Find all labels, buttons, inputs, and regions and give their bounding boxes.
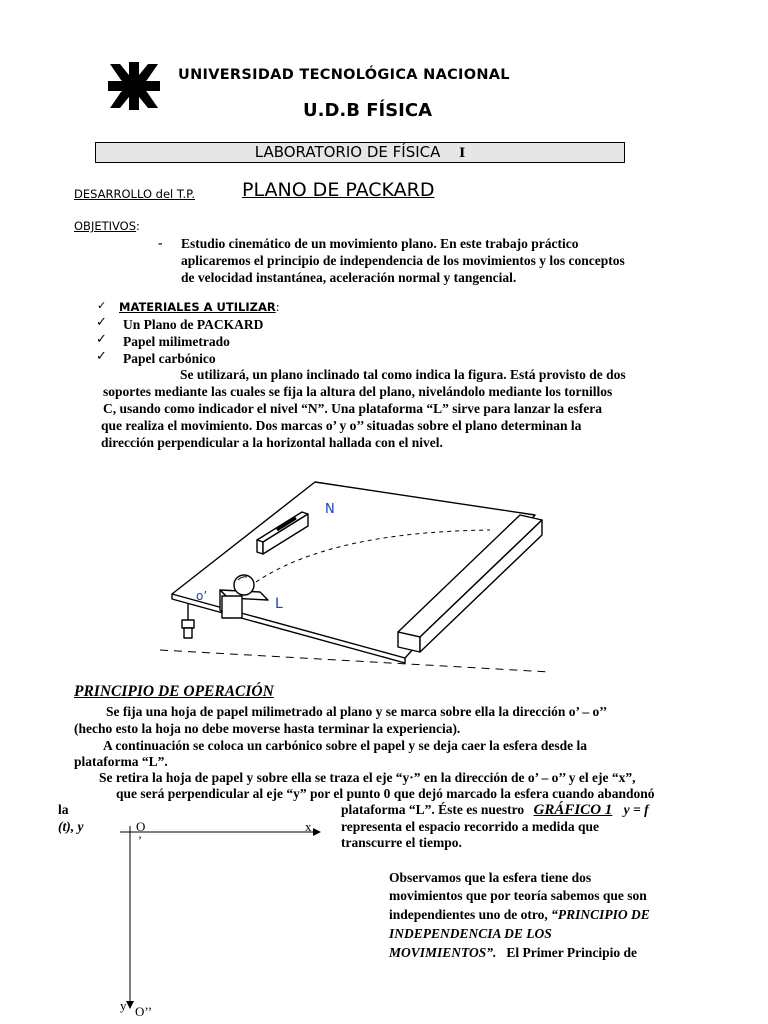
principio-line: Se retira la hoja de papel y sobre ella se traza el eje “y·” en la dirección de o’ – o’’ y el eje “x”, <box>99 770 636 785</box>
platform-block <box>222 596 242 618</box>
lab-number: I <box>459 146 466 161</box>
material-item: Papel carbónico <box>123 351 216 366</box>
left-fragment-la: la <box>58 802 69 817</box>
objetivos-line: aplicaremos el principio de independencia de los movimientos y los conceptos <box>181 253 625 268</box>
packard-plane-figure <box>150 470 570 680</box>
grafico-link: GRÁFICO 1 <box>533 802 613 818</box>
desarrollo-label: DESARROLLO del T.P. <box>74 187 195 201</box>
axes-graph <box>110 818 330 1018</box>
y-axis-label: y <box>120 998 127 1013</box>
principio-line: que será perpendicular al eje “y” por el punto 0 que dejó marcado la esfera cuando abandonó <box>116 786 655 801</box>
materiales-label: MATERIALES A UTILIZAR <box>119 300 276 314</box>
bottom-origin-label: O’’ <box>135 1004 153 1019</box>
objetivos-line: de velocidad instantánea, aceleración normal y tangencial. <box>181 270 517 285</box>
university-name: UNIVERSIDAD TECNOLÓGICA NACIONAL <box>178 67 510 83</box>
lab-title: LABORATORIO DE FÍSICA <box>254 143 441 161</box>
label-o-prime: o’ <box>196 589 208 603</box>
grafico-text: plataforma “L”. Éste es nuestro <box>341 802 525 817</box>
x-axis-label: x <box>305 819 312 834</box>
check-icon: ✓ <box>96 315 107 330</box>
description-line: soportes mediante las cuales se fija la altura del plano, nivelándolo mediante los tornillos <box>103 384 613 399</box>
material-item: Papel milimetrado <box>123 334 230 349</box>
principio-line: A continuación se coloca un carbónico sobre el papel y se deja caer la esfera desde la <box>103 738 587 753</box>
level-side <box>257 540 263 554</box>
grafico-line: representa el espacio recorrido a medida que <box>341 819 599 834</box>
principio-line: Se fija una hoja de papel milimetrado al plano y se marca sobre ella la dirección o’ – o’’ <box>106 704 608 719</box>
y-equation: y = f <box>623 802 649 817</box>
material-item: Un Plano de PACKARD <box>123 317 264 332</box>
screw-base <box>184 628 192 638</box>
screw-knob <box>182 620 194 628</box>
objetivos-colon: : <box>136 219 140 233</box>
grafico-line <box>341 801 649 819</box>
principle-name: MOVIMIENTOS”. <box>389 945 497 960</box>
check-icon: ✓ <box>96 349 107 364</box>
objetivos-label: OBJETIVOS <box>74 219 137 233</box>
origin-mark: ’ <box>138 833 142 847</box>
description-line: Se utilizará, un plano inclinado tal como indica la figura. Está provisto de dos <box>180 367 626 382</box>
principio-line: (hecho esto la hoja no debe moverse hasta terminar la experiencia). <box>74 721 461 736</box>
obs-line: movimientos que por teoría sabemos que son <box>389 888 647 903</box>
description-line: que realiza el movimiento. Dos marcas o’ y o’’ situadas sobre el plano determinan la <box>101 418 582 433</box>
materiales-colon: : <box>275 300 280 314</box>
obs-line <box>389 944 637 961</box>
objetivos-line: Estudio cinemático de un movimiento plano. En este trabajo práctico <box>181 236 579 251</box>
principio-line: plataforma “L”. <box>74 754 168 769</box>
reference-line <box>160 650 550 672</box>
tp-title: PLANO DE PACKARD <box>242 179 435 201</box>
check-icon: ✓ <box>96 332 107 347</box>
description-line: dirección perpendicular a la horizontal hallada con el nivel. <box>101 435 443 450</box>
grafico-line: transcurre el tiempo. <box>341 835 462 850</box>
department-title: U.D.B FÍSICA <box>303 100 433 121</box>
obs-line: INDEPENDENCIA DE LOS <box>389 926 552 941</box>
materiales-check-icon: ✓ <box>97 299 107 312</box>
utn-logo <box>108 62 160 110</box>
objetivos-heading <box>74 219 140 233</box>
obs-line: Observamos que la esfera tiene dos <box>389 870 592 885</box>
objetivos-dash: - <box>158 235 163 250</box>
obs-text: El Primer Principio de <box>506 945 638 960</box>
sphere <box>234 575 254 595</box>
description-line: C, usando como indicador el nivel “N”. Una plataforma “L” sirve para lanzar la esfera <box>103 401 602 416</box>
materiales-heading <box>119 300 280 314</box>
origin-label: O <box>136 819 146 834</box>
obs-text: independientes uno de otro, <box>389 907 548 922</box>
label-n: N <box>325 502 335 517</box>
obs-line <box>389 906 650 923</box>
left-fragment-t: (t), y <box>58 819 84 834</box>
principle-name: “PRINCIPIO DE <box>551 907 650 922</box>
principio-title: PRINCIPIO DE OPERACIÓN <box>74 683 274 700</box>
label-l: L <box>275 596 283 612</box>
lab-title-bar <box>95 142 625 163</box>
